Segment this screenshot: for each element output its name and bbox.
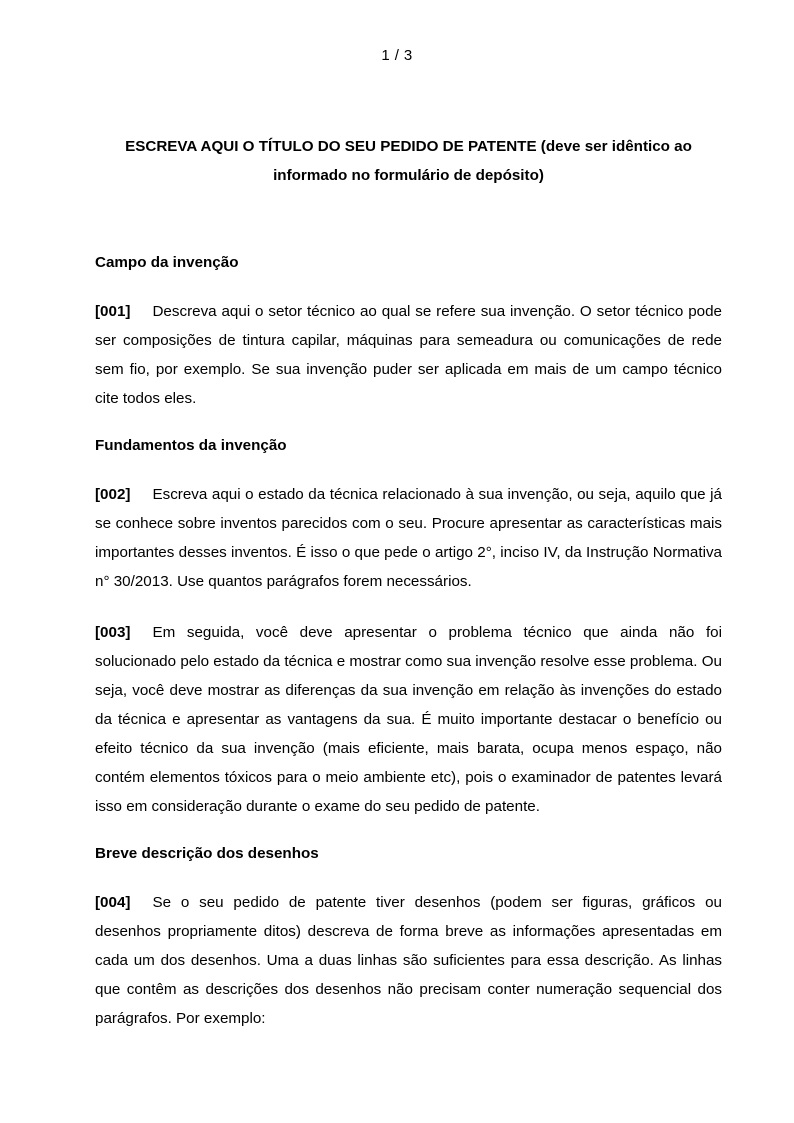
spacer	[95, 596, 722, 618]
spacer	[95, 274, 722, 297]
document-body	[95, 132, 722, 1033]
spacer	[95, 865, 722, 888]
paragraph-text-002: Escreva aqui o estado da técnica relacionado à sua invenção, ou seja, aquilo que já se conhece sobre inventos parecidos com o seu. Procure apresentar as características mais importantes desses inventos. É isso o que pede o artigo 2°, inciso IV, da Instrução Normativa n° 30/2013. Use quantos parágrafos forem necessários.	[95, 486, 722, 590]
paragraph-text-001: Descreva aqui o setor técnico ao qual se refere sua invenção. O setor técnico pode ser composições de tintura capilar, máquinas para semeadura ou comunicações de rede sem fio, por exemplo. Se sua invenção puder ser aplicada em mais de um campo técnico cite todos eles.	[95, 303, 722, 407]
spacer	[95, 457, 722, 480]
page-number: 1 / 3	[381, 47, 413, 64]
paragraph-text-003: Em seguida, você deve apresentar o problema técnico que ainda não foi solucionado pelo estado da técnica e mostrar como sua invenção resolve esse problema. Ou seja, você deve mostrar as diferenças da sua invenção em relação às invenções do estado da técnica e apresentar as vantagens da sua. É muito importante destacar o benefício ou efeito técnico da sua invenção (mais eficiente, mais barata, ocupa menos espaço, não contém elementos tóxicos para o meio ambiente etc), pois o examinador de patentes levará isso em consideração durante o exame do seu pedido de patente.	[95, 624, 722, 815]
section-heading-campo-da-invencao: Campo da invenção	[95, 254, 239, 271]
section-heading-fundamentos-da-invencao: Fundamentos da invenção	[95, 437, 287, 454]
paragraph-003	[95, 618, 722, 821]
paragraph-number-004: [004]	[95, 894, 131, 911]
spacer	[95, 190, 722, 252]
paragraph-text-004: Se o seu pedido de patente tiver desenhos (podem ser figuras, gráficos ou desenhos propriamente ditos) descreva de forma breve as informações apresentadas em cada um dos desenhos. Uma a duas linhas são suficientes para essa descrição. As linhas que contêm as descrições dos desenhos não precisam conter numeração sequencial dos parágrafos. Por exemplo:	[95, 894, 722, 1027]
paragraph-number-002: [002]	[95, 486, 131, 503]
document-title: ESCREVA AQUI O TÍTULO DO SEU PEDIDO DE PATENTE (deve ser idêntico ao informado no formulário de depósito)	[125, 138, 692, 184]
spacer	[95, 413, 722, 435]
paragraph-001	[95, 297, 722, 413]
spacer	[95, 821, 722, 843]
paragraph-002	[95, 480, 722, 596]
paragraph-004	[95, 888, 722, 1033]
section-heading-breve-descricao-dos-desenhos: Breve descrição dos desenhos	[95, 845, 319, 862]
paragraph-number-003: [003]	[95, 624, 131, 641]
paragraph-number-001: [001]	[95, 303, 131, 320]
